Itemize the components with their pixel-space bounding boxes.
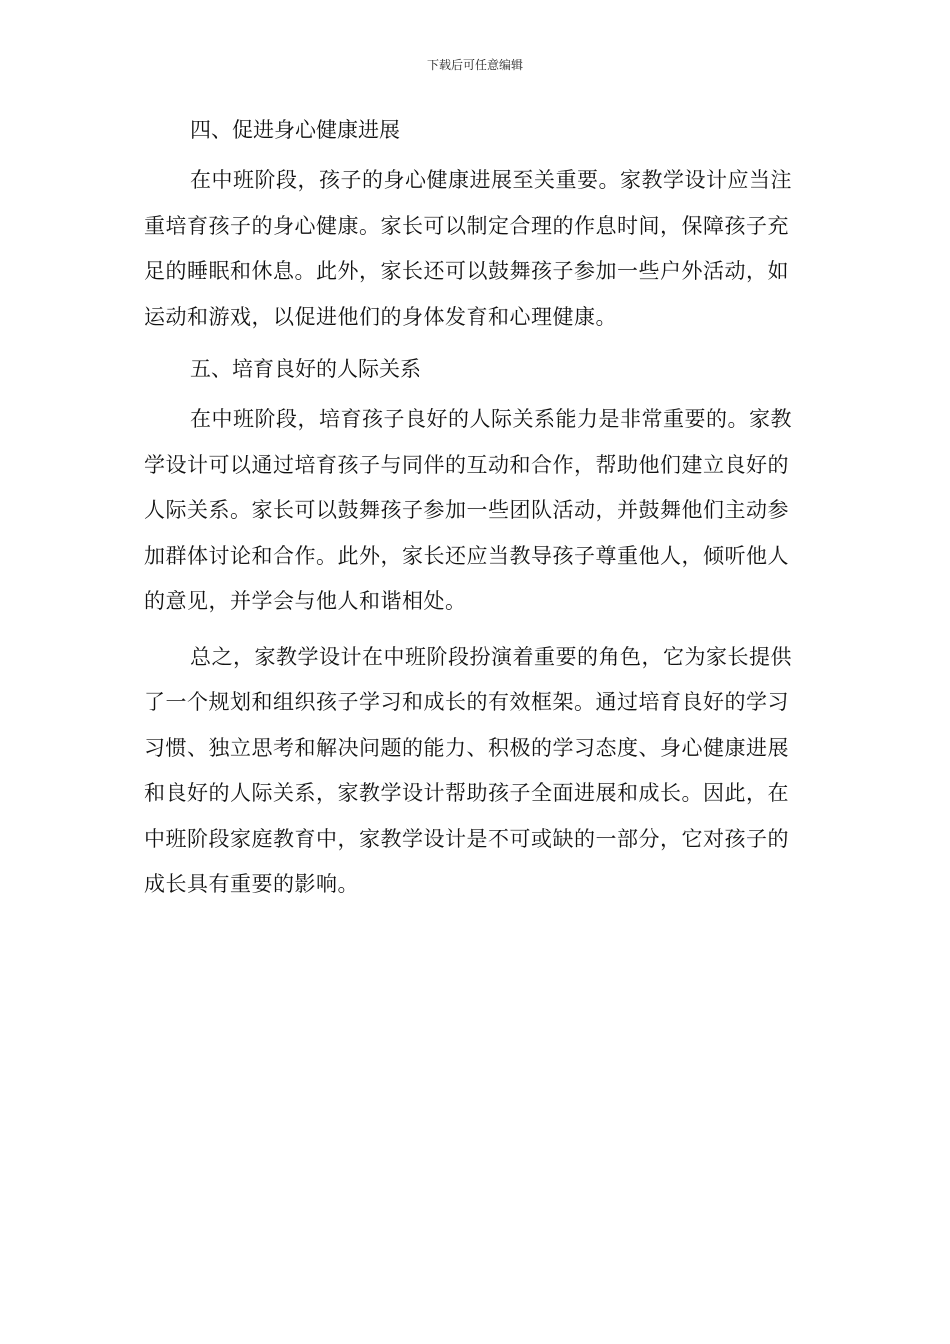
section-paragraph-relationships: 在中班阶段，培育孩子良好的人际关系能力是非常重要的。家教学设计可以通过培育孩子与同伴的互动和合作，帮助他们建立良好的人际关系。家长可以鼓舞孩子参加一些团队活动，并鼓舞他们主动参加群体讨论和合作。此外，家长还应当教导孩子尊重他人，倾听他人的意见，并学会与他人和谐相处。 — [144, 407, 792, 613]
section-heading-relationships: 五、培育良好的人际关系 — [190, 357, 421, 381]
section-paragraph-health: 在中班阶段，孩子的身心健康进展至关重要。家教学设计应当注重培育孩子的身心健康。家长可以制定合理的作息时间，保障孩子充足的睡眠和休息。此外，家长还可以鼓舞孩子参加一些户外活动，如运动和游戏，以促进他们的身体发育和心理健康。 — [144, 168, 792, 329]
conclusion-paragraph: 总之，家教学设计在中班阶段扮演着重要的角色，它为家长提供了一个规划和组织孩子学习和成长的有效框架。通过培育良好的学习习惯、独立思考和解决问题的能力、积极的学习态度、身心健康进展和良好的人际关系，家教学设计帮助孩子全面进展和成长。因此，在中班阶段家庭教育中，家教学设计是不可或缺的一部分，它对孩子的成长具有重要的影响。 — [144, 644, 792, 896]
section-heading-health: 四、促进身心健康进展 — [190, 118, 400, 142]
page-header: 下载后可任意编辑 — [426, 58, 523, 72]
document-body — [144, 111, 808, 917]
